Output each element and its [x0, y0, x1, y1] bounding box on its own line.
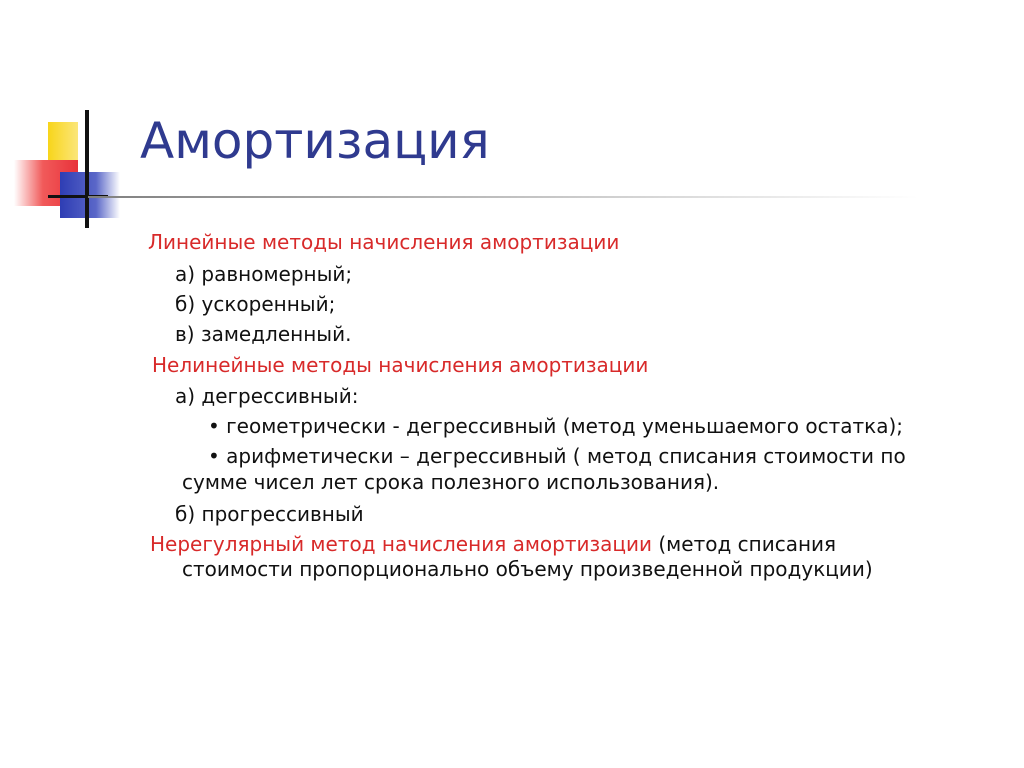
nonlinear-item-b: б) прогрессивный: [175, 502, 364, 526]
vertical-line: [85, 110, 89, 228]
slide-title: Амортизация: [140, 112, 490, 170]
decorative-logo: [0, 100, 150, 240]
irregular-method-heading: Нерегулярный метод начисления амортизации: [150, 532, 653, 556]
title-divider: [88, 196, 918, 198]
irregular-method-line: [150, 532, 836, 556]
irregular-method-continued: стоимости пропорционально объему произведенной продукции): [182, 557, 873, 581]
irregular-method-note: (метод списания: [652, 532, 837, 556]
nonlinear-methods-heading: Нелинейные методы начисления амортизации: [152, 353, 649, 377]
linear-methods-heading: Линейные методы начисления амортизации: [148, 230, 620, 254]
bullet-arithmetic: • арифметически – дегрессивный ( метод списания стоимости по: [208, 444, 906, 468]
nonlinear-item-a: а) дегрессивный:: [175, 384, 359, 408]
bullet-geometric: • геометрически - дегрессивный (метод уменьшаемого остатка);: [208, 414, 904, 438]
linear-item-c: в) замедленный.: [175, 322, 352, 346]
bullet-arithmetic-continued: сумме чисел лет срока полезного использования).: [182, 470, 720, 494]
linear-item-a: а) равномерный;: [175, 262, 353, 286]
linear-item-b: б) ускоренный;: [175, 292, 336, 316]
